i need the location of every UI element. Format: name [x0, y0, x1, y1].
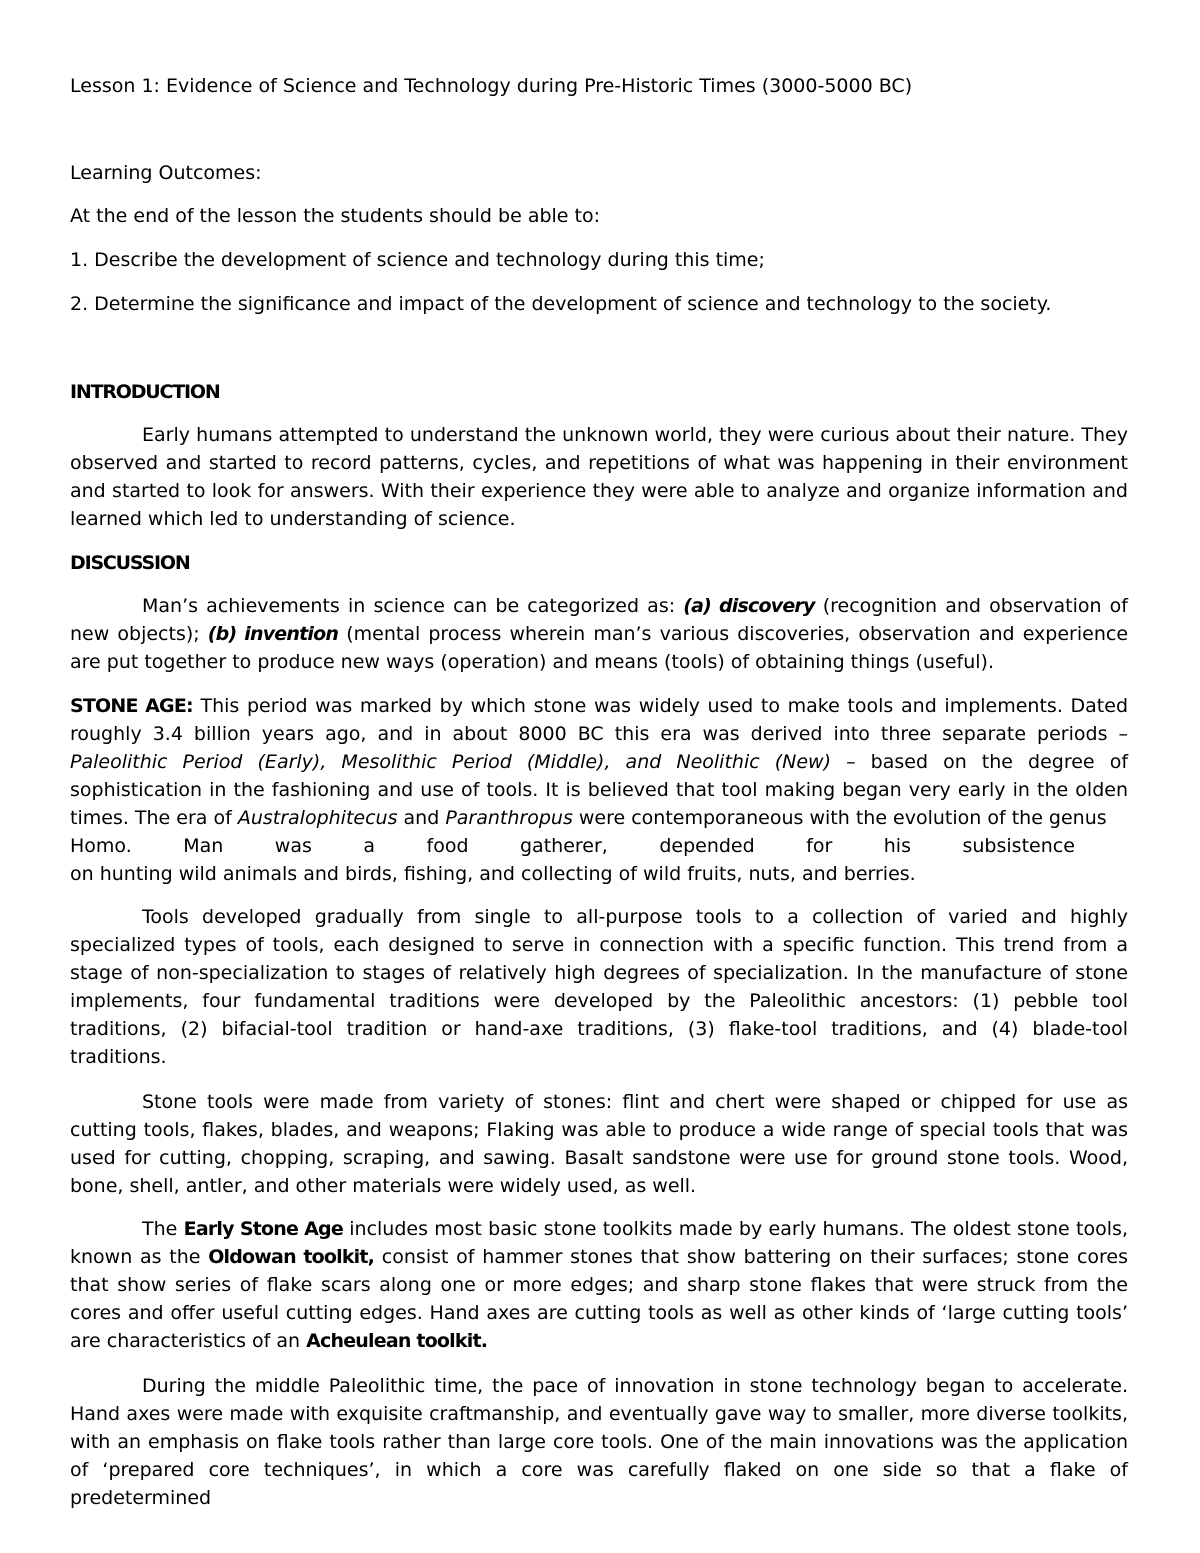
word: Man — [183, 835, 224, 857]
term-invention: (b) invention — [207, 623, 339, 645]
word: a — [363, 835, 376, 857]
term-oldowan-toolkit: Oldowan toolkit, — [208, 1246, 375, 1268]
term-acheulean-toolkit: Acheulean toolkit. — [306, 1330, 488, 1352]
term-paranthropus: Paranthropus — [445, 807, 573, 829]
early-stone-age-paragraph — [70, 1215, 1128, 1355]
lesson-title: Lesson 1: Evidence of Science and Technology during Pre-Historic Times (3000-5000 BC) — [70, 75, 913, 97]
term-discovery: (a) discovery — [683, 595, 815, 617]
learning-outcomes-intro: At the end of the lesson the students should be able to: — [70, 205, 601, 227]
text-run: – based on the degree of sophistication in the fashioning and use of tools. It is believed that tool making began very early in the olden times. The era of — [70, 751, 1129, 829]
learning-outcomes-heading: Learning Outcomes: — [70, 162, 262, 184]
text-run: consist of hammer stones that show battering on their surfaces; stone cores that show series of flake scars along one or more edges; and sharp stone flakes that were struck from the cores and offer useful cutting edges. Hand axes are cutting tools as well as other kinds of ‘large cutting tools’ are characteristics of an — [70, 1246, 1129, 1352]
word: was — [274, 835, 312, 857]
stone-age-periods: Paleolithic Period (Early), Mesolithic Period (Middle), and Neolithic (New) — [70, 751, 832, 773]
text-run: includes most basic stone toolkits made by early humans. The oldest stone tools, known as the — [70, 1218, 1128, 1268]
word: Homo. — [70, 835, 132, 857]
introduction-paragraph: Early humans attempted to understand the unknown world, they were curious about their nature. They observed and started to record patterns, cycles, and repetitions of what was happening in their environment and started to look for answers. With their experience they were able to analyze and organize information and learned which led to understanding of science. — [70, 424, 1128, 530]
text-run: (mental process wherein man’s various discoveries, observation and experience are put together to produce new ways (operation) and means (tools) of obtaining things (useful). — [70, 623, 1129, 673]
term-early-stone-age: Early Stone Age — [183, 1218, 343, 1240]
text-run: Man’s achievements in science can be categorized as: — [142, 595, 684, 617]
word: gatherer, — [520, 835, 608, 857]
stone-age-label: STONE AGE: — [70, 695, 193, 717]
stone-age-last-line: on hunting wild animals and birds, fishing, and collecting of wild fruits, nuts, and berries. — [70, 863, 916, 885]
word: subsistence — [962, 835, 1075, 857]
materials-paragraph: Stone tools were made from variety of stones: flint and chert were shaped or chipped for use as cutting tools, flakes, blades, and weapons; Flaking was able to produce a wide range of special tools that was used for cutting, chopping, scraping, and sawing. Basalt sandstone were use for ground stone tools. Wood, bone, shell, antler, and other materials were widely used, as well. — [70, 1091, 1128, 1197]
text-run: and — [397, 807, 446, 829]
discussion-paragraph — [70, 592, 1128, 676]
learning-outcome-item: 2. Determine the significance and impact of the development of science and technology to the society. — [70, 293, 1052, 315]
text-run: were contemporaneous with the evolution of the genus — [572, 807, 1107, 829]
text-run: The — [142, 1218, 184, 1240]
text-run: (recognition and observation of new objects); — [70, 595, 1128, 645]
term-australopithecus: Australophitecus — [237, 807, 398, 829]
introduction-heading: INTRODUCTION — [70, 381, 220, 403]
middle-paleolithic-paragraph: During the middle Paleolithic time, the pace of innovation in stone technology began to accelerate. Hand axes were made with exquisite craftmanship, and eventually gave way to smaller, more diverse toolkits, with an emphasis on flake tools rather than large core tools. One of the main innovations was the application of ‘prepared core techniques’, in which a core was carefully flaked on one side so that a flake of predetermined — [70, 1375, 1128, 1509]
learning-outcome-item: 1. Describe the development of science and technology during this time; — [70, 249, 765, 271]
word: food — [426, 835, 469, 857]
word: depended — [659, 835, 755, 857]
tools-paragraph: Tools developed gradually from single to all-purpose tools to a collection of varied and highly specialized types of tools, each designed to serve in connection with a specific function. This trend from a stage of non-specialization to stages of relatively high degrees of specialization. In the manufacture of stone implements, four fundamental traditions were developed by the Paleolithic ancestors: (1) pebble tool traditions, (2) bifacial-tool tradition or hand-axe traditions, (3) flake-tool traditions, and (4) blade-tool traditions. — [70, 906, 1128, 1068]
text-run: This period was marked by which stone was widely used to make tools and implements. Dated roughly 3.4 billion years ago, and in about 8000 BC this era was derived into three separate periods – — [70, 695, 1129, 745]
stone-age-spread-line — [70, 832, 1075, 860]
word: his — [883, 835, 911, 857]
discussion-heading: DISCUSSION — [70, 552, 190, 574]
word: for — [806, 835, 833, 857]
stone-age-paragraph — [70, 692, 1128, 860]
